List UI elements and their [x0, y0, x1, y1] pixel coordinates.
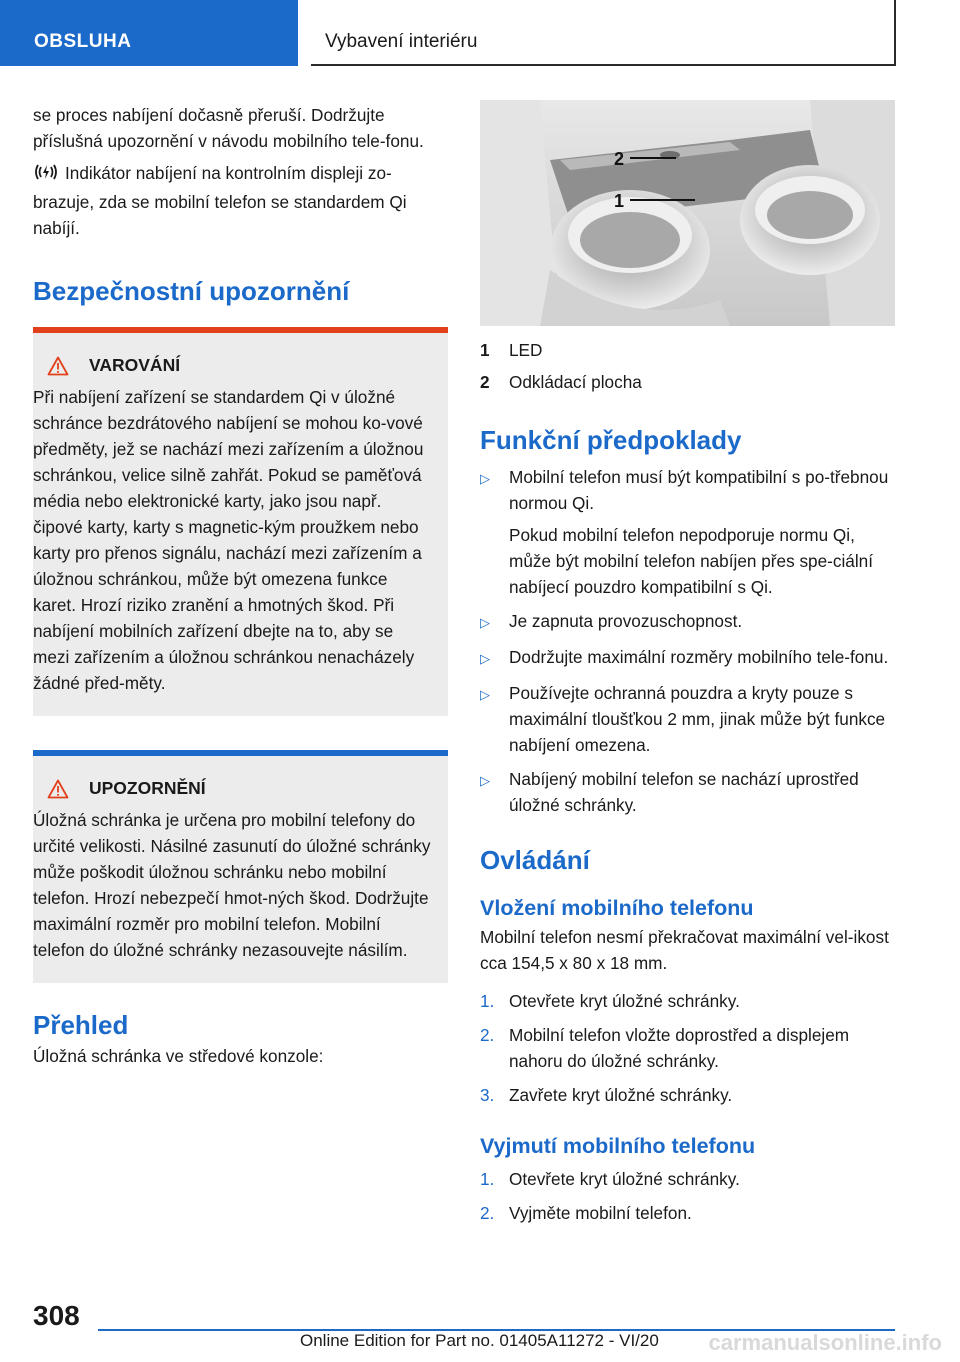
step-number: 2.: [480, 1203, 495, 1223]
insert-phone-text: Mobilní telefon nesmí překračovat maximální vel-ikost cca 154,5 x 80 x 18 mm.: [480, 927, 889, 973]
step-item: [480, 1166, 900, 1192]
warning-text: Při nabíjení zařízení se standardem Qi v úložné schránce bezdrátového nabíjení se mohou ko-vové předměty, jež se nachází mezi zařízením a úložnou schránkou, velice silně zahřát. Pokud se paměťová média nebo elektronické karty, jako jsou např. čipové karty, karty s magnetic-kým proužkem nebo karty pro přenos signálu, nachází mezi zařízením a úložnou schránkou, může být omezena funkce karet. Hrozí riziko zranění a hmotných škod. Při nabíjení mobilních zařízení dbejte na to, aby se mezi zařízením a úložnou schránkou nenacházely žádné před-měty.: [33, 387, 424, 693]
remove-phone-heading: Vyjmutí mobilního telefonu: [480, 1134, 756, 1158]
step-text: Vyjměte mobilní telefon.: [509, 1203, 692, 1223]
caution-title: UPOZORNĚNÍ: [89, 778, 206, 798]
step-number: 1.: [480, 1169, 495, 1189]
photo-legend: [480, 334, 900, 398]
watermark: carmanualsonline.info: [708, 1330, 942, 1355]
step-text: Otevřete kryt úložné schránky.: [509, 1169, 740, 1189]
step-text: Otevřete kryt úložné schránky.: [509, 991, 740, 1011]
step-text: Zavřete kryt úložné schránky.: [509, 1085, 733, 1105]
list-item-text: Mobilní telefon musí být kompatibilní s po-třebnou normou Qi.: [509, 467, 889, 513]
list-item-text: Dodržujte maximální rozměry mobilního tele-fonu.: [509, 647, 889, 667]
list-item: [480, 766, 900, 818]
bullet-triangle-icon: ▷: [480, 773, 490, 788]
caution-box: [33, 750, 448, 983]
list-item-text: Je zapnuta provozuschopnost.: [509, 611, 743, 631]
step-item: [480, 1200, 900, 1226]
caution-triangle-icon: [47, 779, 69, 799]
list-item: [480, 644, 900, 672]
warning-title: VAROVÁNÍ: [89, 355, 181, 375]
warning-title-row: [33, 355, 434, 376]
caution-title-row: [33, 778, 434, 799]
step-text: Mobilní telefon vložte doprostřed a displejem nahoru do úložné schránky.: [509, 1025, 850, 1071]
prerequisites-list: [480, 464, 900, 818]
prerequisites-heading: Funkční předpoklady: [480, 425, 742, 455]
page-header: [0, 0, 960, 66]
caution-text: Úložná schránka je určena pro mobilní telefony do určité velikosti. Násilné zasunutí do úložné schránky může poškodit úložnou schránku nebo mobilní telefon. Hrozí nebezpečí hmot-ných škod. Dodržujte maximální rozměr pro mobilní telefon. Mobilní telefon do úložné schránky nezasouvejte násilím.: [33, 810, 431, 960]
storage-tray-photo: [480, 100, 895, 326]
wireless-charging-icon: [33, 162, 59, 189]
list-item: [480, 680, 900, 758]
callout-2: 2: [614, 149, 625, 169]
step-number: 1.: [480, 991, 495, 1011]
step-number: 2.: [480, 1025, 495, 1045]
intro-paragraph: se proces nabíjení dočasně přeruší. Dodržujte příslušná upozornění v návodu mobilního tele-fonu.: [33, 105, 424, 151]
left-column: [33, 100, 448, 1069]
bullet-triangle-icon: ▷: [480, 651, 490, 666]
legend-label: LED: [509, 340, 543, 360]
safety-heading: Bezpečnostní upozornění: [33, 276, 350, 306]
insert-phone-heading: Vložení mobilního telefonu: [480, 896, 754, 920]
list-item-note: Pokud mobilní telefon nepodporuje normu Qi, může být mobilní telefon nabíjen přes spe-ciální nabíjecí pouzdro kompatibilní s Qi.: [509, 525, 874, 597]
edition-text: Online Edition for Part no. 01405A11272 - VI/20: [300, 1331, 659, 1350]
list-item: [480, 464, 900, 516]
step-number: 3.: [480, 1085, 495, 1105]
warning-box: [33, 327, 448, 716]
page-number: 308: [33, 1300, 80, 1331]
step-item: [480, 988, 900, 1014]
legend-label: Odkládací plocha: [509, 372, 642, 392]
legend-number: 2: [480, 372, 490, 392]
warning-triangle-icon: [47, 356, 69, 376]
step-item: [480, 1022, 900, 1074]
operation-heading: Ovládání: [480, 845, 590, 875]
overview-heading: Přehled: [33, 1010, 129, 1040]
list-item-text: Nabíjený mobilní telefon se nachází uprostřed úložné schránky.: [509, 769, 859, 815]
legend-item: [480, 334, 900, 366]
legend-item: [480, 366, 900, 398]
right-column: [480, 100, 900, 1226]
indicator-text: Indikátor nabíjení na kontrolním displeji zo-brazuje, zda se mobilní telefon se standardem Qi nabíjí.: [33, 163, 407, 238]
list-item-text: Používejte ochranná pouzdra a kryty pouze s maximální tloušťkou 2 mm, jinak může být funkce nabíjení omezena.: [509, 683, 886, 755]
bullet-triangle-icon: ▷: [480, 615, 490, 630]
bullet-triangle-icon: ▷: [480, 471, 490, 486]
remove-steps: [480, 1166, 900, 1226]
section-tab: OBSLUHA: [0, 0, 298, 66]
callout-1: 1: [614, 191, 625, 211]
chapter-title: Vybavení interiéru: [311, 0, 896, 66]
indicator-paragraph: [33, 160, 448, 241]
insert-steps: [480, 988, 900, 1108]
list-item: [480, 608, 900, 636]
legend-number: 1: [480, 340, 490, 360]
bullet-triangle-icon: ▷: [480, 687, 490, 702]
step-item: [480, 1082, 900, 1108]
overview-text: Úložná schránka ve středové konzole:: [33, 1046, 324, 1066]
